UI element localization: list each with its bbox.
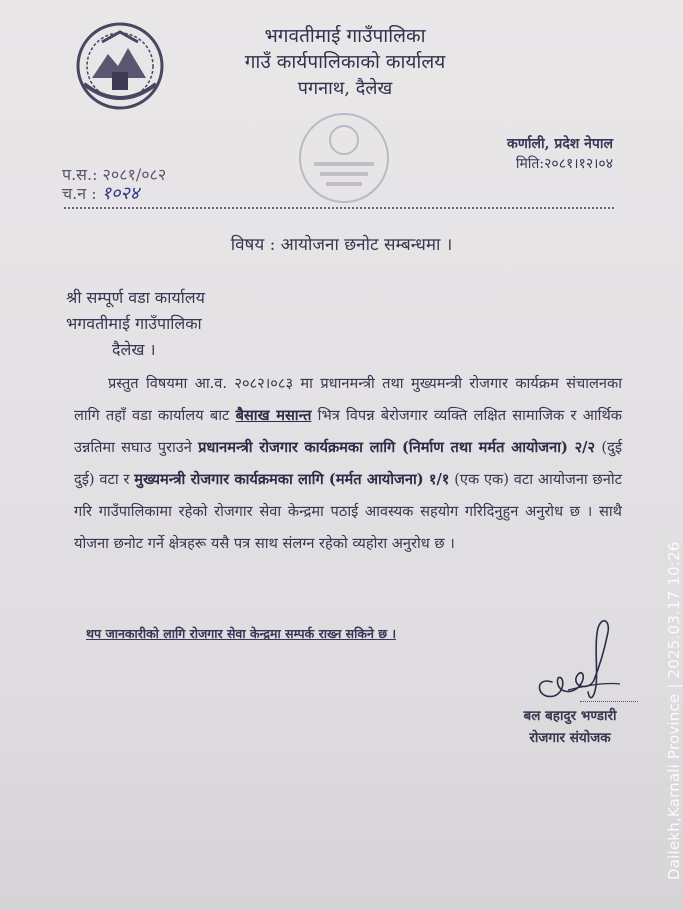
addressee-line-1: श्री सम्पूर्ण वडा कार्यालय [66, 288, 205, 307]
photo-timestamp-watermark: Dailekh,Karnali Province | 2025.03.17 10:26 [665, 541, 683, 880]
dispatch-number-handwritten: १०२४ [101, 183, 140, 204]
body-deadline: बैसाख मसान्त [235, 407, 312, 424]
letter-body [74, 368, 622, 560]
office-stamp [292, 108, 396, 208]
municipality-emblem [74, 20, 166, 112]
body-text-2: भित्र विपन्न बेरोजगार व्यक्ति लक्षित सामाजिक र आर्थिक उन्नतिमा सघाउ पुराउने [74, 407, 622, 456]
dispatch-label: च.न : [62, 184, 102, 203]
letter-date: मिति:२०८१।१२।०४ [515, 156, 613, 172]
header-divider [64, 207, 614, 209]
body-cm-program: मुख्यमन्त्री रोजगार कार्यक्रमका लागि (मर्मत आयोजना) १/१ [134, 471, 450, 488]
addressee-line-3: दैलेख । [112, 340, 156, 359]
addressee-line-2: भगवतीमाई गाउँपालिका [66, 314, 202, 333]
body-text-1: प्रस्तुत विषयमा आ.व. २०८२।०८३ मा प्रधानमन्त्री तथा मुख्यमन्त्री रोजगार कार्यक्रम संचालनका लागि तहाँ वडा कार्यालय बाट [74, 375, 622, 424]
reference-number: प.स.: २०८१/०८२ [62, 165, 167, 184]
body-pm-program: प्रधानमन्त्री रोजगार कार्यक्रमका लागि (निर्माण तथा मर्मत आयोजना) २/२ [198, 439, 596, 456]
province-label: कर्णाली, प्रदेश नेपाल [507, 136, 613, 152]
letter-subject: विषय : आयोजना छनोट सम्बन्धमा । [230, 235, 453, 255]
body-text-4: (एक एक) वटा आयोजना छनोट गरि गाउँपालिकामा रहेको रोजगार सेवा केन्द्रमा पठाई आवस्यक सहयोग गरिदिनुहुन अनुरोध छ । साथै योजना छनोट गर्ने क्षेत्रहरू यसै पत्र साथ संलग्न रहेको व्यहोरा अनुरोध छ । [74, 471, 622, 552]
body-paragraph [74, 368, 622, 560]
signatory-title: रोजगार संयोजक [529, 730, 611, 746]
signature-line [580, 701, 638, 702]
office-name: गाउँ कार्यपालिकाको कार्यालय [244, 51, 446, 73]
municipality-name: भगवतीमाई गाउँपालिका [264, 25, 426, 47]
signatory-name: बल बहादुर भण्डारी [523, 708, 617, 724]
dispatch-number-row [62, 181, 139, 205]
footnote: थप जानकारीको लागि रोजगार सेवा केन्द्रमा सम्पर्क राख्न सकिने छ । [86, 626, 397, 641]
office-address: पगनाथ, दैलेख [297, 78, 393, 99]
body-text-3: (दुई दुई) वटा र [74, 439, 622, 488]
